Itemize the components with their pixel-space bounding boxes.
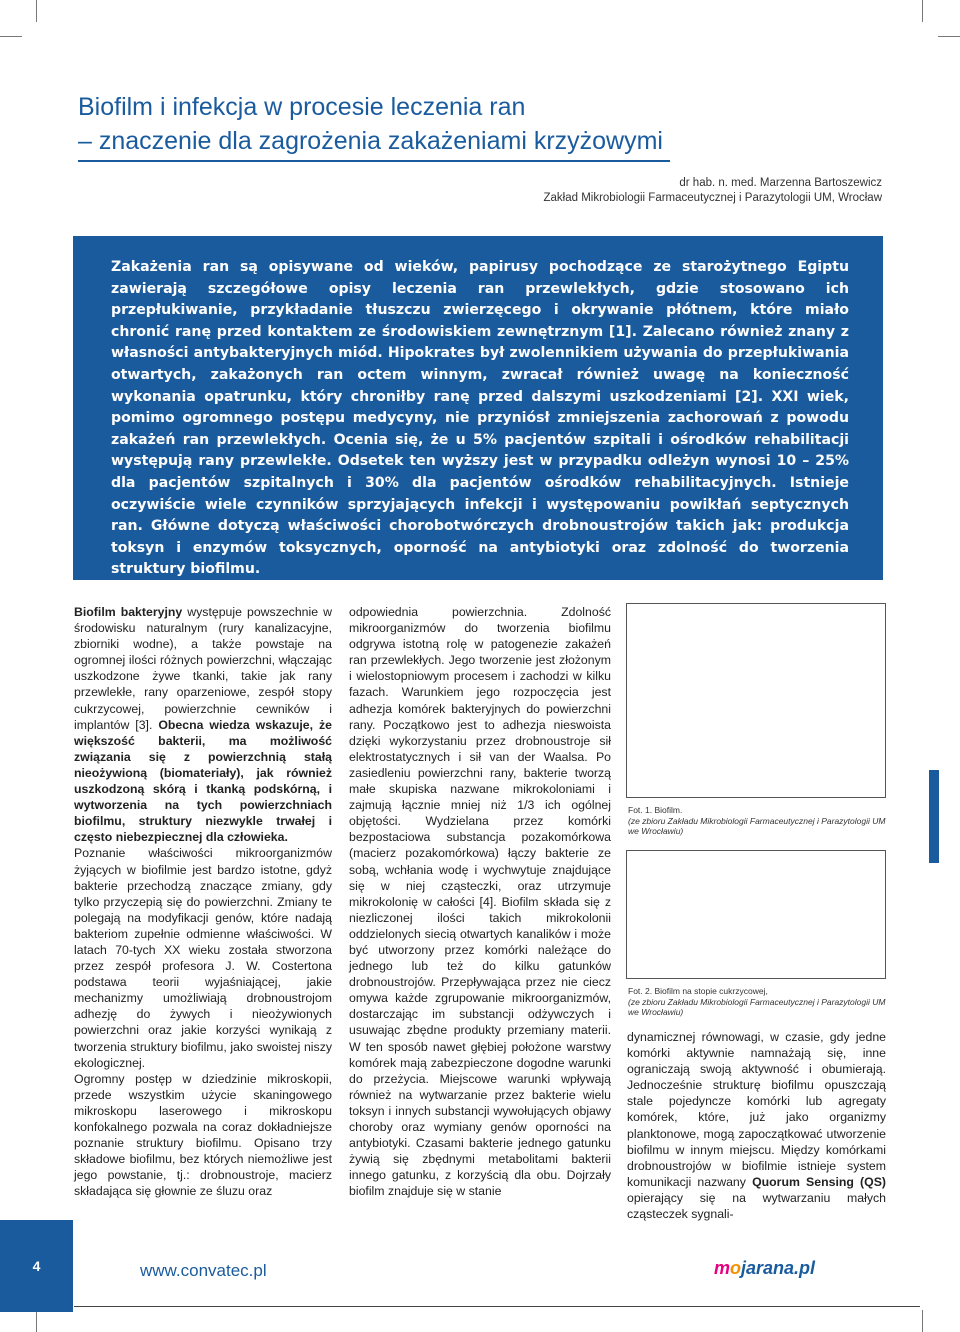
footer-rule	[74, 1306, 920, 1307]
logo-letter-m: m	[714, 1258, 731, 1278]
paragraph-text: występuje powszechnie w środowisku naturalnym (rury kanalizacyjne, zbiorniki wodne), a także powstaje na ogromnej ilości różnych powierzchni, włączając uszkodzone żywe tkanki, takie jak rany przewlekłe, rany oparzeniowe, zespół stopy cukrzycowej, powierzchnie cewników i implantów [3].	[74, 605, 333, 732]
column-2	[349, 604, 611, 1199]
caption-source: (ze zbioru Zakładu Mikrobiologii Farmaceutycznej i Parazytologii UM we Wrocławiu)	[628, 815, 886, 837]
title-rule	[78, 160, 670, 162]
abstract-text: Zakażenia ran są opisywane od wieków, papirusy pochodzące ze starożytnego Egiptu zawierają szczegółowe opisy leczenia ran przewlekłych, gdzie stosowano ich przepłukiwanie, przykładanie tłuszczu zwierzęcego i okrywanie płótnem, które miało chronić ranę przed kontaktem ze środowiskiem zewnętrznym [1]. Zalecano również znany z własności antybakteryjnych miód. Hipokrates był zwolennikiem używania do przepłukiwania otwartych, zakażonych ran octem winnym, zwracał również uwagę na konieczność wykonania opatrunku, który chroniłby ranę przed dalszymi uszkodzeniami [2]. XXI wiek, pomimo ogromnego postępu medycyny, nie przyniósł zmniejszenia zachorowań z powodu zakażeń ran przewlekłych. Ocenia się, że u 5% pacjentów szpitali i ośrodków rehabilitacji występują rany przewlekłe. Odsetek ten wyższy jest w przypadku odleżyn wynosi 10 – 25% dla pacjentów szpitalnych i 30% dla pacjentów ośrodków rehabilitacyjnych. Istnieje oczywiście wiele czynników sprzyjających infekcji i występowaniu powikłań septycznych ran. Główne dotyczą właściwości chorobotwórczych drobnoustrojów takich jak: produkcja toksyn i enzymów toksycznych, oporność na antybiotyki oraz zdolność do tworzenia struktury biofilmu.	[111, 259, 849, 578]
side-tab-marker	[929, 770, 939, 863]
column-3	[627, 1029, 886, 1222]
photo-2-frame	[626, 850, 886, 979]
crop-mark	[938, 36, 960, 37]
title-line-2: – znaczenie dla zagrożenia zakażeniami krzyżowymi	[78, 127, 663, 155]
crop-mark	[922, 1310, 923, 1332]
lead-term: Biofilm bakteryjny	[74, 605, 183, 619]
crop-mark	[0, 36, 22, 37]
page-number: 4	[32, 1258, 41, 1274]
logo-text: jarana.pl	[741, 1258, 816, 1278]
caption-label: Fot. 1. Biofilm.	[628, 805, 683, 815]
column-2-text: odpowiednia powierzchnia. Zdolność mikroorganizmów do tworzenia biofilmu odgrywa istotną rolę w patogenezie zakażeń ran przewlekłych. Jego tworzenie jest złożonym i wielostopniowym procesem i zachodzi w kilku fazach. Warunkiem jego rozpoczęcia jest adhezja komórek bakteryjnych do powierzchni rany. Początkowo jest to adhezja nieswoista dzięki wykorzystaniu przez drobnoustroje sił elektrostatycznych i sił van der Waalsa. Po zasiedleniu powierzchni rany, bakterie tworzą małe skupiska nazwane mikrokoloniami i zajmują łącznie mniej niż 1/3 ich ogólnej objętości. Wydzielana przez komórki bezpostaciowa substancja pozakomórkowa (macierz pozakomórkowa) łączy bakterie ze sobą, wchłania wodę i wychwytuje znajdujące się w niej cząsteczki, oraz utrzymuje mikrokolonię w całości [4]. Biofilm składa się z niezliczonej ilości takich mikrokolonii oddzielonych siecią otwartych kanalików i może być utworzony przez komórki należące do jednego lub też do kilku gatunków drobnoustrojów. Przepływająca przez nie ciecz omywa każde zgrupowanie mikroorganizmów, dostarczając im substancji odżywczych i usuwając zbędne produkty przemiany materii. W ten sposób nawet głębiej położone warstwy komórek mają zabezpieczone dogodne warunki do przeżycia. Miejscowe warunki wpływają również na wytwarzanie przez bakterie wielu toksyn i innych substancji wywołujących objawy choroby oraz wymiany genów oporności na antybiotyki. Czasami bakterie jednego gatunku żywią się zbędnymi metabolitami bakterii innego gatunku, z korzyścią dla obu. Dojrzały biofilm znajduje się w stanie	[349, 605, 611, 1199]
column-3-text	[627, 1029, 886, 1222]
bold-passage: Obecna wiedza wskazuje, że większość bakterii, ma możliwość związania się z powierzchnią stałą nieożywioną (biomateriały), jak również uszkodzoną skórą i tkanką podskórną, i wytworzenia na tych powierzchniach biofilmu, struktury niezwykle trwałej i często niebezpiecznej dla człowieka.	[74, 717, 332, 845]
photo-2-caption	[628, 986, 888, 1018]
crop-mark	[922, 0, 923, 22]
column-1-paragraph-3: Ogromny postęp w dziedzinie mikroskopii, przede wszystkim użycie skaningowego mikroskopu laserowego i mikroskopu konfokalnego pozwala na coraz dokładniejsze poznanie struktury biofilmu. Opisano trzy składowe biofilmu, bez których niemożliwe jest jego powstanie, tj.: drobnoustroje, macierz składająca się głownie ze śluzu oraz	[74, 1071, 332, 1199]
page-number-box	[0, 1220, 73, 1312]
paragraph-text: dynamicznej równowagi, w czasie, gdy jedne komórki aktywnie namnażają się, inne ograniczają swoją aktywność i obumierają. Jednocześnie strukturę biofilmu opuszczają stale pojedyncze komórki lub agregaty komórek, które, już jako organizmy planktonowe, mogą zapoczątkować utworzenie biofilmu w innym miejscu. Między komórkami drobnoustrojów w biofilmie istnieje system komunikacji nazwany	[627, 1030, 886, 1189]
article-title	[78, 90, 778, 158]
quorum-sensing-term: Quorum Sensing (QS)	[752, 1174, 886, 1189]
crop-mark	[36, 1310, 37, 1332]
author-name: dr hab. n. med. Marzenna Bartoszewicz	[679, 177, 882, 189]
caption-source: (ze zbioru Zakładu Mikrobiologii Farmaceutycznej i Parazytologii UM we Wrocławiu)	[628, 996, 886, 1018]
logo-letter-o: o	[730, 1258, 742, 1278]
paragraph-text: opierający się na wytwarzaniu małych cząsteczek sygnali-	[627, 1190, 886, 1222]
column-1-paragraph-2: Poznanie właściwości mikroorganizmów żyjących w biofilmie jest bardzo istotne, gdyż bakterie przechodzą znaczące zmiany, gdy tylko przyczepią się do powierzchni. Zmiany te polegają na modyfikacji genów, które nadają bakteriom zupełnie odmienne właściwości. W latach 70-tych XX wieku została stworzona przez zespół profesora J. W. Costertona podstawa teorii wyjaśniającej, jakie mechanizmy umożliwiają drobnoustrojom adhezję do żywych i nieożywionych powierzchni oraz jakie korzyści wynikają z tworzenia struktury biofilmu, jako swoistej niszy ekologicznej.	[74, 846, 332, 1070]
photo-1-caption	[628, 805, 888, 837]
abstract-box	[73, 236, 883, 580]
crop-mark	[36, 0, 37, 22]
caption-label: Fot. 2. Biofilm na stopie cukrzycowej,	[628, 986, 768, 996]
author-affiliation: Zakład Mikrobiologii Farmaceutycznej i Parazytologii UM, Wrocław	[543, 192, 882, 204]
column-1-paragraph-1	[74, 604, 332, 845]
photo-1-frame	[626, 603, 886, 798]
website-link[interactable]: www.convatec.pl	[140, 1261, 267, 1280]
column-1	[74, 604, 332, 1199]
author-block	[543, 176, 882, 206]
mojarana-logo	[714, 1258, 815, 1279]
title-line-1: Biofilm i infekcja w procesie leczenia ran	[78, 93, 526, 121]
